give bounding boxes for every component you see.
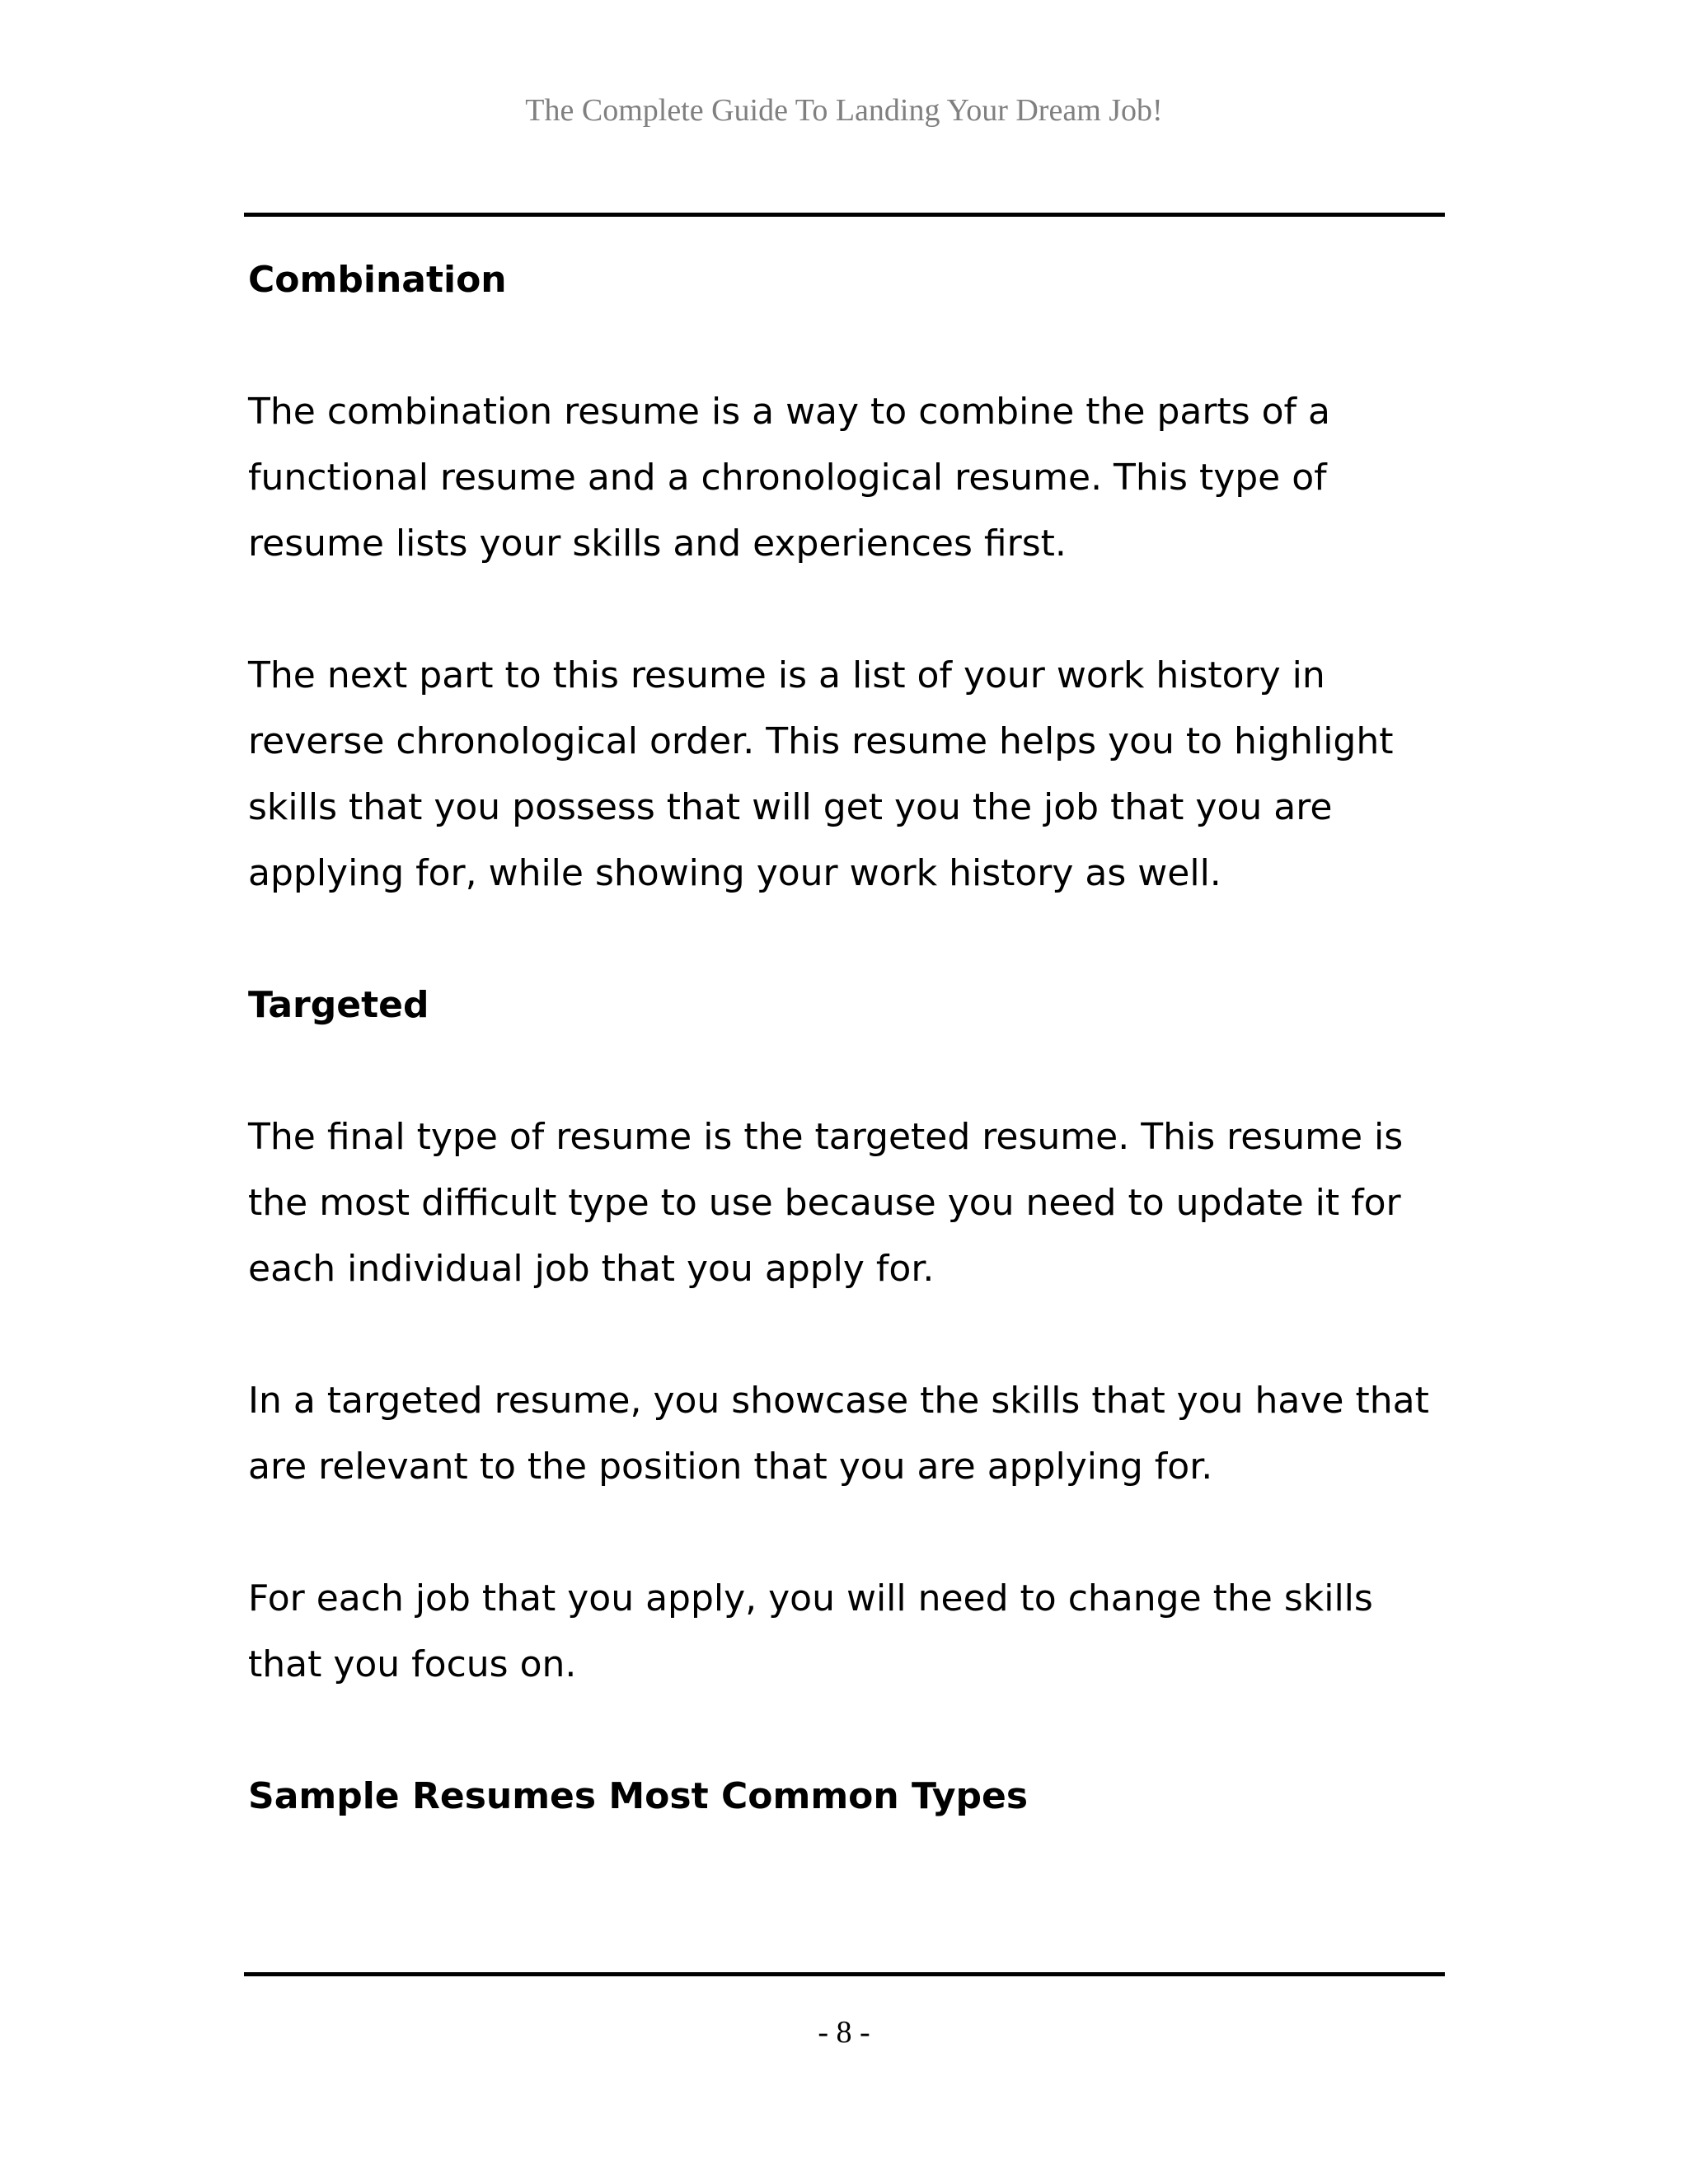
section-heading-combination: Combination xyxy=(248,259,507,301)
paragraph: The next part to this resume is a list of your work history in reverse chronological order. This resume helps you to highlight skills that you possess that will get you the job that you are applying for, while showing your work history as well. xyxy=(248,654,1394,894)
running-header: The Complete Guide To Landing Your Dream Job! xyxy=(525,93,1163,128)
section-heading-sample-resumes: Sample Resumes Most Common Types xyxy=(248,1775,1029,1817)
paragraph: The final type of resume is the targeted resume. This resume is the most difficult type to use because you need to update it for each individual job that you apply for. xyxy=(248,1116,1404,1290)
section-heading-targeted: Targeted xyxy=(248,984,429,1026)
paragraph: In a targeted resume, you showcase the skills that you have that are relevant to the position that you are applying for. xyxy=(248,1380,1429,1488)
page-number: - 8 - xyxy=(818,2015,870,2050)
footer-rule xyxy=(244,1972,1445,1976)
header-rule xyxy=(244,213,1445,217)
page-content xyxy=(248,247,1451,1830)
paragraph: For each job that you apply, you will need to change the skills that you focus on. xyxy=(248,1577,1373,1685)
paragraph: The combination resume is a way to combine the parts of a functional resume and a chronological resume. This type of resume lists your skills and experiences first. xyxy=(248,391,1330,565)
